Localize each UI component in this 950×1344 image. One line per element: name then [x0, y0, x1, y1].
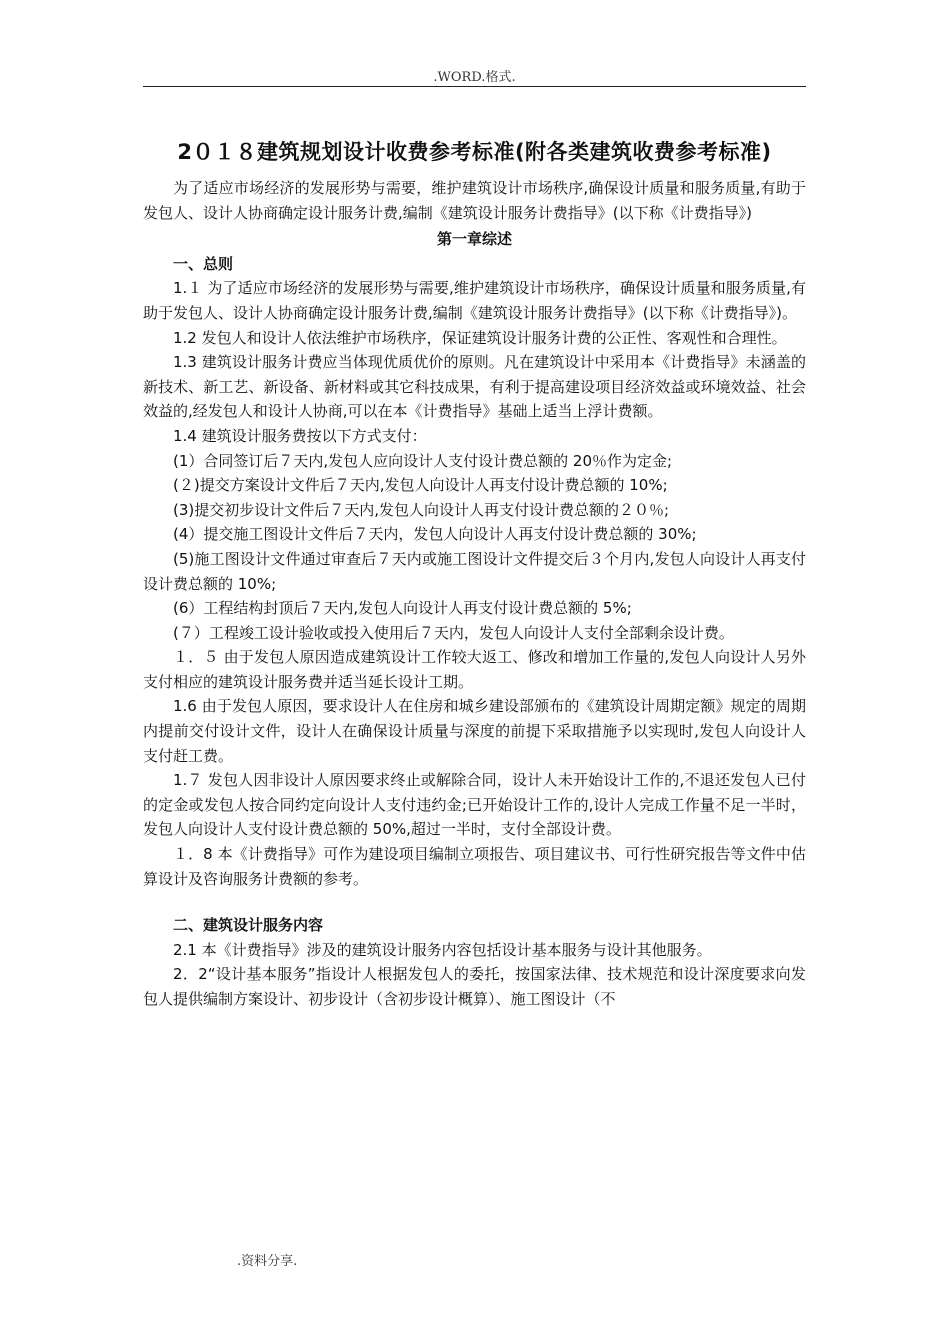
- clause-paragraph: 1.１ 为了适应市场经济的发展形势与需要,维护建筑设计市场秩序，确保设计质量和服务质量,有助于发包人、设计人协商确定设计服务计费,编制《建筑设计服务计费指导》(以下称《计费指导》)。: [143, 279, 806, 322]
- payment-item: (２)提交方案设计文件后７天内,发包人向设计人再支付设计费总额的 10%;: [173, 476, 668, 495]
- header-divider: [143, 86, 806, 87]
- clause-paragraph: １．8 本《计费指导》可作为建设项目编制立项报告、项目建议书、可行性研究报告等文件中估算设计及咨询服务计费额的参考。: [143, 845, 806, 888]
- section-heading-general: 一、总则: [173, 254, 234, 273]
- clause-paragraph: 1.2 发包人和设计人依法维护市场秩序，保证建筑设计服务计费的公正性、客观性和合理性。: [173, 328, 787, 347]
- section-spacer: [143, 891, 806, 913]
- page-header: .WORD.格式.: [433, 70, 516, 85]
- payment-item: (3)提交初步设计文件后７天内,发包人向设计人再支付设计费总额的２０％;: [173, 500, 670, 519]
- intro-paragraph: 为了适应市场经济的发展形势与需要，维护建筑设计市场秩序,确保设计质量和服务质量,有助于发包人、设计人协商确定设计服务计费,编制《建筑设计服务计费指导》(以下称《计费指导》): [143, 179, 806, 222]
- clause-paragraph: 1.4 建筑设计服务费按以下方式支付：: [173, 426, 427, 445]
- clause-paragraph: 2．2“设计基本服务”指设计人根据发包人的委托，按国家法律、技术规范和设计深度要求向发包人提供编制方案设计、初步设计（含初步设计概算）、施工图设计（不: [143, 965, 806, 1008]
- clause-paragraph: 2.1 本《计费指导》涉及的建筑设计服务内容包括设计基本服务与设计其他服务。: [173, 940, 712, 959]
- clause-paragraph: 1.3 建筑设计服务计费应当体现优质优价的原则。凡在建筑设计中采用本《计费指导》未涵盖的新技术、新工艺、新设备、新材料或其它科技成果，有利于提高建设项目经济效益或环境效益、社会效益的,经发包人和设计人协商,可以在本《计费指导》基础上适当上浮计费额。: [143, 353, 806, 421]
- clause-paragraph: １．５ 由于发包人原因造成建筑设计工作较大返工、修改和增加工作量的,发包人向设计人另外支付相应的建筑设计服务费并适当延长设计工期。: [143, 648, 806, 691]
- payment-item: (1）合同签订后７天内,发包人应向设计人支付设计费总额的 20％作为定金;: [173, 451, 673, 470]
- payment-item: (6）工程结构封顶后７天内,发包人向设计人再支付设计费总额的 5%;: [173, 599, 632, 618]
- payment-item: (７）工程竣工设计验收或投入使用后７天内，发包人向设计人支付全部剩余设计费。: [173, 623, 734, 642]
- payment-item: (5)施工图设计文件通过审查后７天内或施工图设计文件提交后３个月内,发包人向设计人再支付设计费总额的 10%;: [143, 549, 806, 593]
- document-body: [143, 128, 806, 1012]
- clause-paragraph: 1.７ 发包人因非设计人原因要求终止或解除合同，设计人未开始设计工作的,不退还发包人已付的定金或发包人按合同约定向设计人支付违约金;已开始设计工作的,设计人完成工作量不足一半时，发包人向设计人支付设计费总额的 50%,超过一半时，支付全部设计费。: [143, 771, 806, 839]
- chapter-heading: 第一章综述: [436, 230, 512, 249]
- clause-paragraph: 1.6 由于发包人原因，要求设计人在住房和城乡建设部颁布的《建筑设计周期定额》规定的周期内提前交付设计文件，设计人在确保设计质量与深度的前提下采取措施予以实现时,发包人向设计人支付赶工费。: [143, 697, 806, 765]
- document-title: 2０１８建筑规划设计收费参考标准(附各类建筑收费参考标准): [177, 140, 772, 164]
- section-heading-services: 二、建筑设计服务内容: [173, 916, 324, 935]
- page-footer: .资料分享.: [237, 1254, 298, 1269]
- payment-item: (4）提交施工图设计文件后７天内，发包人向设计人再支付设计费总额的 30%;: [173, 525, 697, 544]
